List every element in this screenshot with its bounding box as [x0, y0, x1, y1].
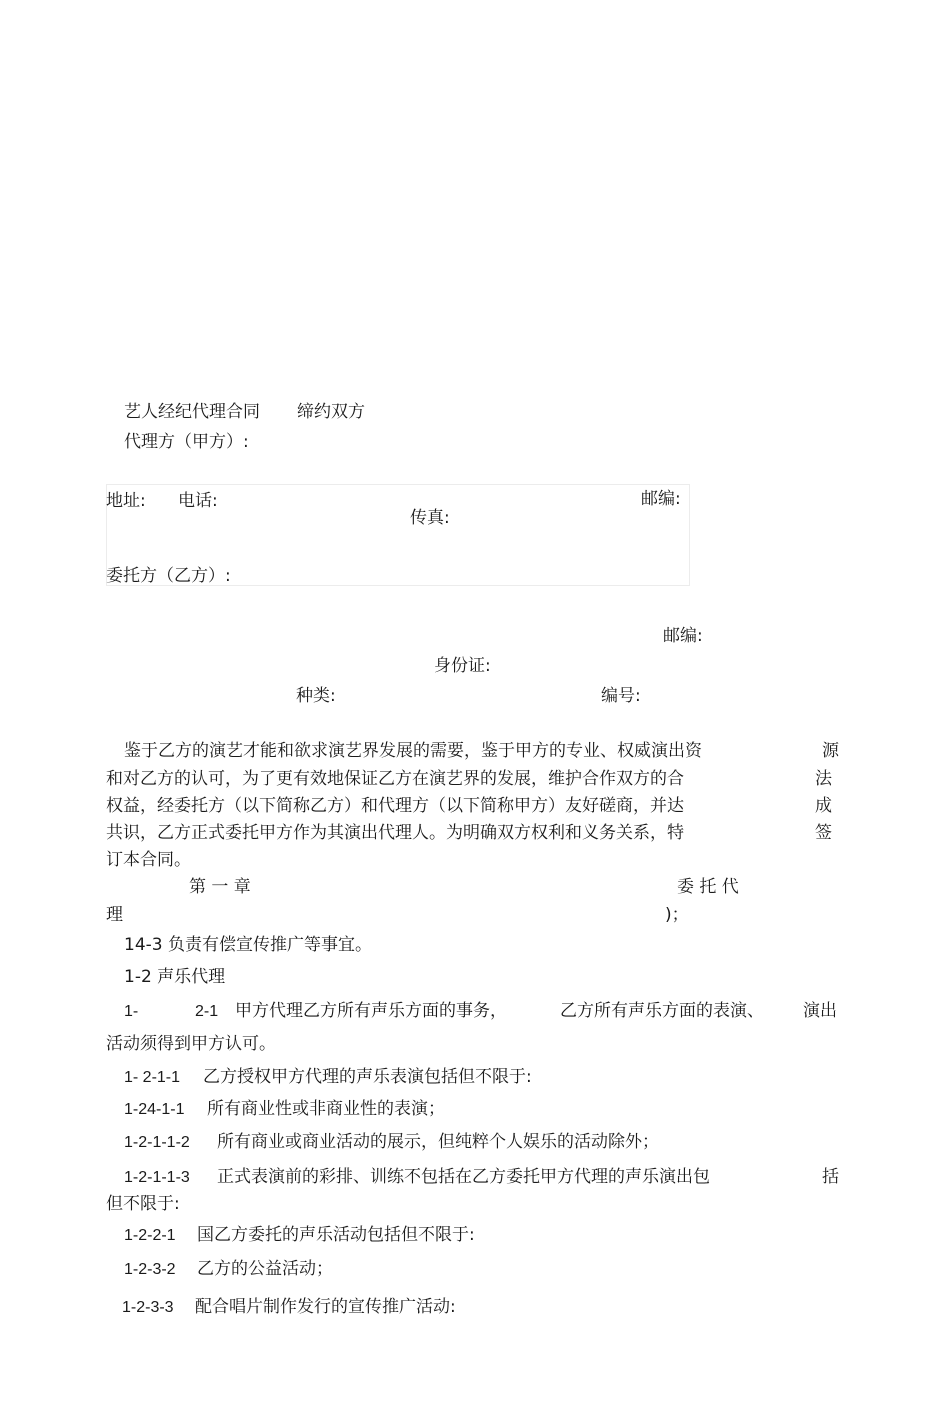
- party-a-postcode-label: 邮编:: [641, 489, 681, 509]
- clause-1-2-1-continuation: 活动须得到甲方认可。: [106, 1034, 276, 1054]
- preamble-line-3: 权益，经委托方（以下简称乙方）和代理方（以下简称甲方）友好磋商，并达: [106, 796, 684, 816]
- clause-1-2: 1-2 声乐代理: [124, 967, 226, 987]
- clause-1-2-1-text-2: 乙方所有声乐方面的表演、: [560, 1001, 764, 1021]
- preamble-line-1: 鉴于乙方的演艺才能和欲求演艺界发展的需要，鉴于甲方的专业、权威演出资: [124, 741, 702, 761]
- party-a-address-label: 地址:: [106, 491, 146, 511]
- clause-1-2-3-3-number: 1-2-3-3: [122, 1299, 174, 1316]
- party-a-label: 代理方（甲方）:: [124, 432, 249, 452]
- clause-1-2-2-1-text: 国乙方委托的声乐活动包括但不限于:: [197, 1225, 475, 1245]
- chapter-heading-line2-left: 理: [106, 905, 123, 925]
- clause-1-2-1-number-b: 2-1: [195, 1003, 219, 1020]
- clause-1-24-1-1-number: 1-24-1-1: [124, 1101, 185, 1118]
- party-b-label: 委托方（乙方）:: [106, 566, 231, 586]
- party-a-phone-label: 电话:: [178, 491, 218, 511]
- preamble-tail-4: 签: [815, 823, 832, 843]
- clause-1-2-1-text: 甲方代理乙方所有声乐方面的事务，: [235, 1001, 507, 1021]
- party-b-number-label: 编号:: [601, 686, 641, 706]
- clause-1-2-3-2-number: 1-2-3-2: [124, 1261, 176, 1278]
- chapter-heading-line2-right: )；: [665, 905, 689, 925]
- party-a-fax-label: 传真:: [410, 508, 450, 528]
- clause-1-2-1-1-2-number: 1-2-1-1-2: [124, 1134, 190, 1151]
- preamble-line-4: 共识，乙方正式委托甲方作为其演出代理人。为明确双方权利和义务关系，特: [106, 823, 684, 843]
- party-b-id-label: 身份证:: [434, 656, 491, 676]
- clause-1-24-1-1-text: 所有商业性或非商业性的表演；: [207, 1099, 445, 1119]
- clause-1-2-1-number-a: 1-: [124, 1003, 139, 1020]
- preamble-tail-3: 成: [815, 796, 832, 816]
- chapter-heading-right: 委 托 代: [677, 877, 739, 897]
- preamble-tail-1: 源: [822, 741, 839, 761]
- party-b-type-label: 种类:: [296, 686, 336, 706]
- parties-label: 缔约双方: [297, 402, 365, 422]
- clause-1-2-1-1-3-continuation: 但不限于:: [106, 1194, 180, 1214]
- clause-1-2-3-3-text: 配合唱片制作发行的宣传推广活动:: [195, 1297, 456, 1317]
- contract-title: 艺人经纪代理合同: [124, 402, 260, 422]
- clause-1-2-1-1-3-text: 正式表演前的彩排、训练不包括在乙方委托甲方代理的声乐演出包: [217, 1167, 710, 1187]
- clause-1-2-1-1-3-tail: 括: [822, 1167, 839, 1187]
- clause-14-3: 14-3 负责有偿宣传推广等事宜。: [124, 935, 372, 955]
- preamble-line-2: 和对乙方的认可，为了更有效地保证乙方在演艺界的发展，维护合作双方的合: [106, 769, 684, 789]
- preamble-line-5: 订本合同。: [106, 850, 191, 870]
- preamble-tail-2: 法: [815, 769, 832, 789]
- clause-1-2-1-tail: 演出: [803, 1001, 837, 1021]
- clause-1-2-1-1-text: 乙方授权甲方代理的声乐表演包括但不限于:: [203, 1067, 532, 1087]
- clause-1-2-1-1-2-text: 所有商业或商业活动的展示，但纯粹个人娱乐的活动除外；: [217, 1132, 659, 1152]
- chapter-heading-left: 第 一 章: [189, 877, 251, 897]
- clause-1-2-2-1-number: 1-2-2-1: [124, 1227, 176, 1244]
- party-b-postcode-label: 邮编:: [663, 626, 703, 646]
- clause-1-2-1-1-number: 1- 2-1-1: [124, 1069, 181, 1086]
- clause-1-2-3-2-text: 乙方的公益活动；: [197, 1259, 333, 1279]
- clause-1-2-1-1-3-number: 1-2-1-1-3: [124, 1169, 190, 1186]
